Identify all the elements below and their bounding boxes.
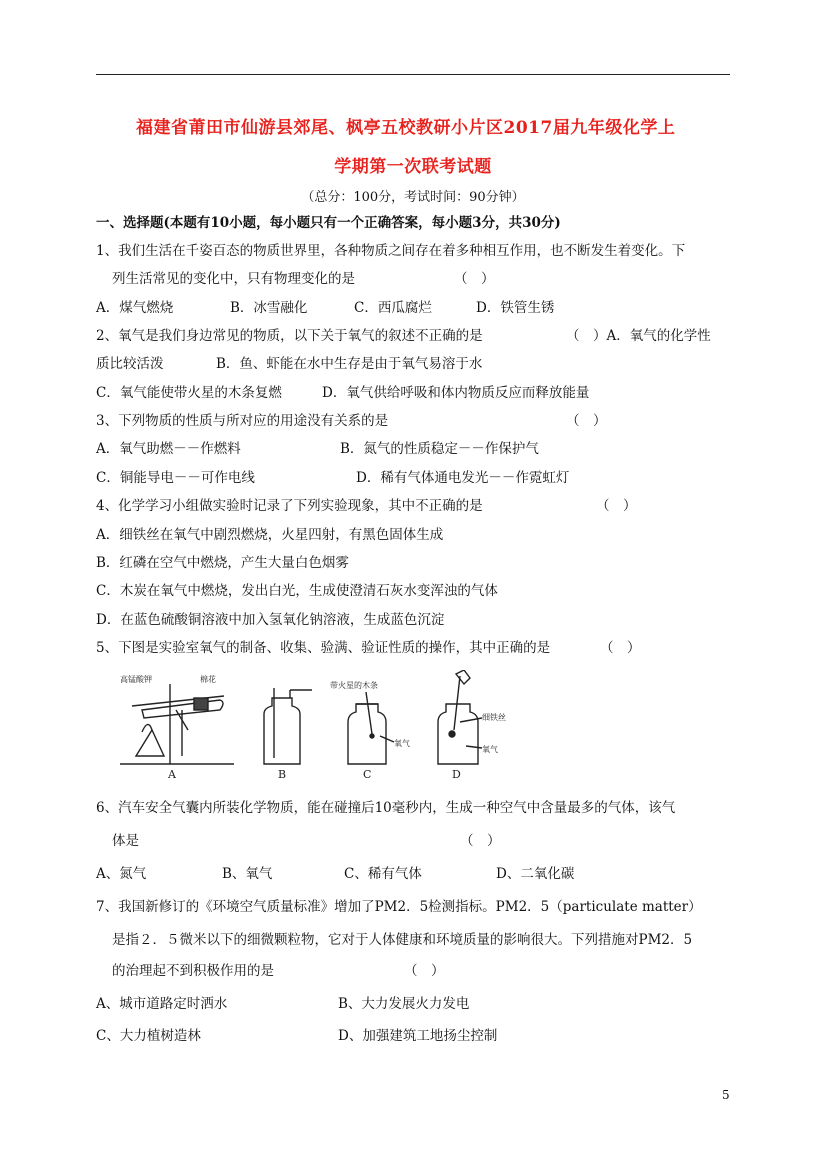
- label-oxygen-d: 氧气: [482, 745, 498, 754]
- q4-option-b: B．红磷在空气中燃烧，产生大量白色烟雾: [96, 555, 349, 571]
- q3-stem: 3、下列物质的性质与所对应的用途没有关系的是: [96, 413, 389, 429]
- label-potassium-permanganate: 高锰酸钾: [120, 675, 152, 684]
- figure-letter-c: C: [363, 768, 372, 781]
- figure-letter-b: B: [278, 768, 287, 781]
- label-glowing-splint: 带火星的木条: [330, 681, 378, 690]
- q1-option-a: A．煤气燃烧: [96, 300, 174, 316]
- q4-option-c: C．木炭在氧气中燃烧，发出白光，生成使澄清石灰水变浑浊的气体: [96, 583, 498, 599]
- q2-stem-tail: （ ）A．氧气的化学性: [566, 328, 711, 344]
- q6-option-d: D、二氧化碳: [496, 866, 575, 882]
- q7-stem: 7、我国新修订的《环境空气质量标准》增加了PM2．5检测指标。PM2．5（particulate matter）: [96, 899, 702, 915]
- q2-stem: 2、氧气是我们身边常见的物质，以下关于氧气的叙述不正确的是: [96, 328, 483, 344]
- q4-option-d: D．在蓝色硫酸铜溶液中加入氢氧化钠溶液，生成蓝色沉淀: [96, 612, 445, 628]
- q3-option-c: C．铜能导电－－可作电线: [96, 470, 255, 486]
- q5-answer-paren: （ ）: [600, 640, 641, 656]
- q1-stem-cont: 列生活常见的变化中，只有物理变化的是: [112, 271, 355, 287]
- q7-stem-cont-2: 的治理起不到积极作用的是: [112, 963, 274, 979]
- q1-option-c: C．西瓜腐烂: [354, 300, 432, 316]
- q7-option-d: D、加强建筑工地扬尘控制: [338, 1028, 498, 1044]
- q5-stem: 5、下图是实验室氧气的制备、收集、验满、验证性质的操作，其中正确的是: [96, 640, 551, 656]
- q4-option-a: A．细铁丝在氧气中剧烈燃烧，火星四射，有黑色固体生成: [96, 527, 444, 543]
- q3-answer-paren: （ ）: [566, 413, 607, 429]
- q6-option-a: A、氮气: [96, 866, 147, 882]
- q7-option-c: C、大力植树造林: [96, 1028, 201, 1044]
- label-iron-wire: 细铁丝: [482, 713, 506, 722]
- page-number: 5: [722, 1088, 730, 1102]
- q4-stem: 4、化学学习小组做实验时记录了下列实验现象，其中不正确的是: [96, 498, 483, 514]
- lab-apparatus-figure: [116, 670, 506, 782]
- q6-stem: 6、汽车安全气囊内所装化学物质，能在碰撞后10毫秒内，生成一种空气中含量最多的气体，该气: [96, 800, 676, 816]
- q6-stem-cont: 体是: [112, 833, 139, 849]
- q3-option-a: A．氧气助燃－－作燃料: [96, 441, 241, 457]
- section-heading: 一、选择题(本题有10小题，每小题只有一个正确答案，每小题3分，共30分): [96, 215, 561, 231]
- title-line-1: 福建省莆田市仙游县郊尾、枫亭五校教研小片区2017届九年级化学上: [136, 118, 676, 138]
- q7-stem-cont-1: 是指２．５微米以下的细微颗粒物，它对于人体健康和环境质量的影响很大。下列措施对PM2．5: [112, 932, 693, 948]
- q1-option-b: B．冰雪融化: [230, 300, 308, 316]
- q3-option-d: D．稀有气体通电发光－－作霓虹灯: [356, 470, 570, 486]
- q7-option-a: A、城市道路定时洒水: [96, 996, 228, 1012]
- q1-option-d: D．铁管生锈: [476, 300, 555, 316]
- q7-option-b: B、大力发展火力发电: [338, 996, 470, 1012]
- q2-option-b: B．鱼、虾能在水中生存是由于氧气易溶于水: [216, 356, 483, 372]
- label-oxygen-c: 氧气: [394, 739, 410, 748]
- q4-answer-paren: （ ）: [596, 498, 637, 514]
- q2-option-d: D．氧气供给呼吸和体内物质反应而释放能量: [322, 385, 590, 401]
- q6-option-c: C、稀有气体: [344, 866, 422, 882]
- q1-stem: 1、我们生活在千姿百态的物质世界里，各种物质之间存在着多种相互作用，也不断发生着变化。下: [96, 243, 686, 259]
- figure-letter-a: A: [168, 768, 176, 781]
- label-cotton: 棉花: [200, 675, 216, 684]
- figure-letter-d: D: [452, 768, 461, 781]
- title-line-2: 学期第一次联考试题: [334, 157, 492, 177]
- q6-answer-paren: （ ）: [460, 833, 501, 849]
- q2-stem-cont: 质比较活泼: [96, 356, 164, 372]
- q1-answer-paren: （ ）: [454, 271, 495, 287]
- header-rule: [96, 74, 730, 75]
- exam-info: （总分：100分，考试时间：90分钟）: [301, 190, 525, 205]
- q6-option-b: B、氧气: [222, 866, 273, 882]
- q3-option-b: B．氮气的性质稳定－－作保护气: [340, 441, 539, 457]
- q7-answer-paren: （ ）: [404, 963, 445, 979]
- q2-option-c: C．氧气能使带火星的木条复燃: [96, 385, 282, 401]
